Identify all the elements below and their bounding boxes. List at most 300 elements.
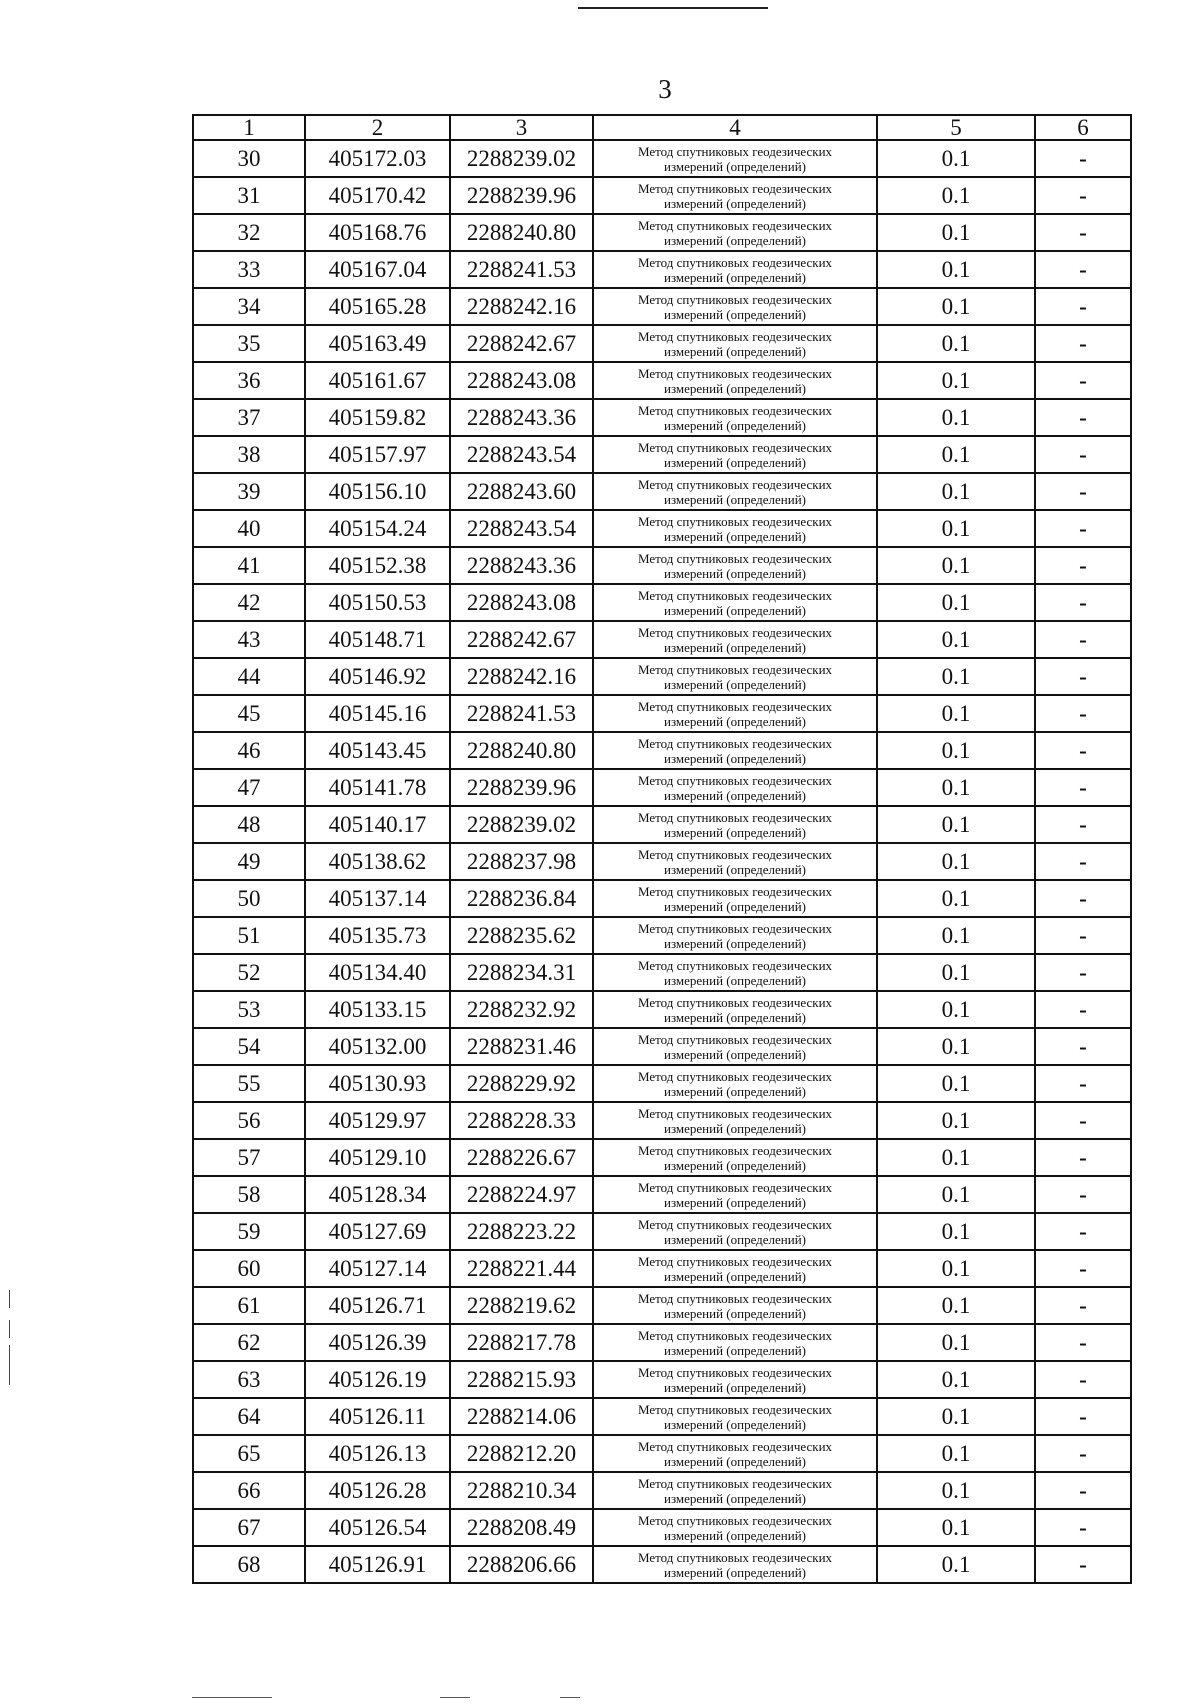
- method-line: Метод спутниковых геодезических: [637, 291, 833, 307]
- x-coordinate-cell: 405148.71: [305, 621, 450, 658]
- accuracy-cell: 0.1: [877, 177, 1035, 214]
- method-cell: [593, 399, 877, 436]
- point-number-cell: 47: [193, 769, 305, 806]
- method-line: Метод спутниковых геодезических: [637, 1068, 833, 1084]
- table-row: [193, 436, 1131, 473]
- point-number-cell: 60: [193, 1250, 305, 1287]
- note-cell: -: [1035, 325, 1131, 362]
- method-cell: [593, 584, 877, 621]
- y-coordinate-cell: 2288215.93: [450, 1361, 593, 1398]
- note-cell: -: [1035, 1028, 1131, 1065]
- y-coordinate-cell: 2288229.92: [450, 1065, 593, 1102]
- x-coordinate-cell: 405143.45: [305, 732, 450, 769]
- note-cell: -: [1035, 1435, 1131, 1472]
- method-line: измерений (определений): [663, 1342, 807, 1358]
- method-line: Метод спутниковых геодезических: [637, 1290, 833, 1306]
- method-line: измерений (определений): [663, 898, 807, 914]
- method-cell: [593, 214, 877, 251]
- method-line: Метод спутниковых геодезических: [637, 439, 833, 455]
- note-cell: -: [1035, 1398, 1131, 1435]
- column-header: 3: [450, 115, 593, 140]
- point-number-cell: 65: [193, 1435, 305, 1472]
- method-cell: [593, 510, 877, 547]
- y-coordinate-cell: 2288239.96: [450, 177, 593, 214]
- point-number-cell: 34: [193, 288, 305, 325]
- method-line: Метод спутниковых геодезических: [637, 513, 833, 529]
- point-number-cell: 42: [193, 584, 305, 621]
- point-number-cell: 39: [193, 473, 305, 510]
- x-coordinate-cell: 405161.67: [305, 362, 450, 399]
- y-coordinate-cell: 2288239.96: [450, 769, 593, 806]
- x-coordinate-cell: 405150.53: [305, 584, 450, 621]
- table-row: [193, 1102, 1131, 1139]
- method-line: Метод спутниковых геодезических: [637, 1401, 833, 1417]
- table-row: [193, 251, 1131, 288]
- x-coordinate-cell: 405129.10: [305, 1139, 450, 1176]
- method-line: измерений (определений): [663, 343, 807, 359]
- x-coordinate-cell: 405138.62: [305, 843, 450, 880]
- point-number-cell: 48: [193, 806, 305, 843]
- method-line: Метод спутниковых геодезических: [637, 1364, 833, 1380]
- y-coordinate-cell: 2288221.44: [450, 1250, 593, 1287]
- x-coordinate-cell: 405141.78: [305, 769, 450, 806]
- method-cell: [593, 251, 877, 288]
- table-row: [193, 1546, 1131, 1583]
- table-row: [193, 214, 1131, 251]
- table-row: [193, 1398, 1131, 1435]
- method-line: Метод спутниковых геодезических: [637, 254, 833, 270]
- point-number-cell: 46: [193, 732, 305, 769]
- accuracy-cell: 0.1: [877, 547, 1035, 584]
- x-coordinate-cell: 405156.10: [305, 473, 450, 510]
- note-cell: -: [1035, 547, 1131, 584]
- method-line: Метод спутниковых геодезических: [637, 883, 833, 899]
- note-cell: -: [1035, 1213, 1131, 1250]
- method-cell: [593, 288, 877, 325]
- table-row: [193, 177, 1131, 214]
- method-line: Метод спутниковых геодезических: [637, 661, 833, 677]
- table-row: [193, 917, 1131, 954]
- note-cell: -: [1035, 251, 1131, 288]
- method-cell: [593, 1472, 877, 1509]
- method-line: Метод спутниковых геодезических: [637, 217, 833, 233]
- table-row: [193, 1472, 1131, 1509]
- bottom-rule: [560, 1697, 580, 1698]
- accuracy-cell: 0.1: [877, 473, 1035, 510]
- point-number-cell: 43: [193, 621, 305, 658]
- x-coordinate-cell: 405165.28: [305, 288, 450, 325]
- method-cell: [593, 917, 877, 954]
- accuracy-cell: 0.1: [877, 880, 1035, 917]
- bottom-rule: [440, 1697, 470, 1698]
- point-number-cell: 57: [193, 1139, 305, 1176]
- method-line: измерений (определений): [663, 306, 807, 322]
- column-header: 5: [877, 115, 1035, 140]
- table-row: [193, 1250, 1131, 1287]
- accuracy-cell: 0.1: [877, 1028, 1035, 1065]
- coordinates-table: [192, 114, 1132, 1584]
- y-coordinate-cell: 2288242.67: [450, 325, 593, 362]
- method-line: измерений (определений): [663, 602, 807, 618]
- method-line: Метод спутниковых геодезических: [637, 1327, 833, 1343]
- accuracy-cell: 0.1: [877, 1324, 1035, 1361]
- x-coordinate-cell: 405159.82: [305, 399, 450, 436]
- y-coordinate-cell: 2288242.16: [450, 658, 593, 695]
- accuracy-cell: 0.1: [877, 658, 1035, 695]
- point-number-cell: 53: [193, 991, 305, 1028]
- note-cell: -: [1035, 1139, 1131, 1176]
- method-cell: [593, 806, 877, 843]
- method-line: измерений (определений): [663, 713, 807, 729]
- method-cell: [593, 1250, 877, 1287]
- x-coordinate-cell: 405126.71: [305, 1287, 450, 1324]
- y-coordinate-cell: 2288236.84: [450, 880, 593, 917]
- table-row: [193, 1139, 1131, 1176]
- y-coordinate-cell: 2288243.36: [450, 547, 593, 584]
- accuracy-cell: 0.1: [877, 695, 1035, 732]
- point-number-cell: 68: [193, 1546, 305, 1583]
- table-row: [193, 473, 1131, 510]
- method-line: измерений (определений): [663, 1194, 807, 1210]
- y-coordinate-cell: 2288219.62: [450, 1287, 593, 1324]
- method-line: измерений (определений): [663, 1157, 807, 1173]
- accuracy-cell: 0.1: [877, 1065, 1035, 1102]
- table-row: [193, 1176, 1131, 1213]
- note-cell: -: [1035, 991, 1131, 1028]
- accuracy-cell: 0.1: [877, 769, 1035, 806]
- method-cell: [593, 1398, 877, 1435]
- accuracy-cell: 0.1: [877, 917, 1035, 954]
- method-line: измерений (определений): [663, 158, 807, 174]
- method-line: Метод спутниковых геодезических: [637, 1216, 833, 1232]
- bottom-rule: [192, 1697, 272, 1698]
- point-number-cell: 40: [193, 510, 305, 547]
- method-line: Метод спутниковых геодезических: [637, 1438, 833, 1454]
- point-number-cell: 54: [193, 1028, 305, 1065]
- method-line: измерений (определений): [663, 1231, 807, 1247]
- method-line: измерений (определений): [663, 1083, 807, 1099]
- table-row: [193, 806, 1131, 843]
- x-coordinate-cell: 405129.97: [305, 1102, 450, 1139]
- column-header: 2: [305, 115, 450, 140]
- note-cell: -: [1035, 288, 1131, 325]
- method-line: измерений (определений): [663, 972, 807, 988]
- method-cell: [593, 1435, 877, 1472]
- table-row: [193, 991, 1131, 1028]
- method-line: измерений (определений): [663, 1453, 807, 1469]
- y-coordinate-cell: 2288237.98: [450, 843, 593, 880]
- x-coordinate-cell: 405126.19: [305, 1361, 450, 1398]
- method-line: измерений (определений): [663, 417, 807, 433]
- method-line: Метод спутниковых геодезических: [637, 1253, 833, 1269]
- margin-mark: [9, 1320, 10, 1338]
- point-number-cell: 44: [193, 658, 305, 695]
- method-cell: [593, 732, 877, 769]
- note-cell: -: [1035, 510, 1131, 547]
- accuracy-cell: 0.1: [877, 1176, 1035, 1213]
- note-cell: -: [1035, 1102, 1131, 1139]
- accuracy-cell: 0.1: [877, 325, 1035, 362]
- note-cell: -: [1035, 732, 1131, 769]
- method-line: Метод спутниковых геодезических: [637, 587, 833, 603]
- point-number-cell: 50: [193, 880, 305, 917]
- x-coordinate-cell: 405126.11: [305, 1398, 450, 1435]
- method-line: Метод спутниковых геодезических: [637, 624, 833, 640]
- method-line: измерений (определений): [663, 1009, 807, 1025]
- table-row: [193, 584, 1131, 621]
- accuracy-cell: 0.1: [877, 1250, 1035, 1287]
- y-coordinate-cell: 2288232.92: [450, 991, 593, 1028]
- point-number-cell: 64: [193, 1398, 305, 1435]
- note-cell: -: [1035, 880, 1131, 917]
- y-coordinate-cell: 2288242.16: [450, 288, 593, 325]
- y-coordinate-cell: 2288243.08: [450, 584, 593, 621]
- method-cell: [593, 843, 877, 880]
- method-line: измерений (определений): [663, 861, 807, 877]
- accuracy-cell: 0.1: [877, 732, 1035, 769]
- y-coordinate-cell: 2288240.80: [450, 732, 593, 769]
- table-row: [193, 510, 1131, 547]
- note-cell: -: [1035, 621, 1131, 658]
- method-line: измерений (определений): [663, 935, 807, 951]
- method-line: измерений (определений): [663, 1490, 807, 1506]
- method-cell: [593, 695, 877, 732]
- accuracy-cell: 0.1: [877, 843, 1035, 880]
- method-line: измерений (определений): [663, 1120, 807, 1136]
- accuracy-cell: 0.1: [877, 510, 1035, 547]
- accuracy-cell: 0.1: [877, 1509, 1035, 1546]
- method-line: измерений (определений): [663, 565, 807, 581]
- method-line: Метод спутниковых геодезических: [637, 402, 833, 418]
- method-line: Метод спутниковых геодезических: [637, 1512, 833, 1528]
- method-cell: [593, 140, 877, 177]
- margin-mark: [9, 1345, 10, 1385]
- note-cell: -: [1035, 1250, 1131, 1287]
- method-cell: [593, 991, 877, 1028]
- y-coordinate-cell: 2288243.60: [450, 473, 593, 510]
- column-header: 4: [593, 115, 877, 140]
- x-coordinate-cell: 405154.24: [305, 510, 450, 547]
- method-line: измерений (определений): [663, 750, 807, 766]
- x-coordinate-cell: 405152.38: [305, 547, 450, 584]
- x-coordinate-cell: 405126.39: [305, 1324, 450, 1361]
- method-line: Метод спутниковых геодезических: [637, 1179, 833, 1195]
- note-cell: -: [1035, 140, 1131, 177]
- point-number-cell: 37: [193, 399, 305, 436]
- method-cell: [593, 1324, 877, 1361]
- table-row: [193, 1065, 1131, 1102]
- method-line: измерений (определений): [663, 1564, 807, 1580]
- table-row: [193, 695, 1131, 732]
- note-cell: -: [1035, 584, 1131, 621]
- note-cell: -: [1035, 1324, 1131, 1361]
- x-coordinate-cell: 405132.00: [305, 1028, 450, 1065]
- y-coordinate-cell: 2288214.06: [450, 1398, 593, 1435]
- method-line: измерений (определений): [663, 1305, 807, 1321]
- x-coordinate-cell: 405146.92: [305, 658, 450, 695]
- point-number-cell: 30: [193, 140, 305, 177]
- table-row: [193, 621, 1131, 658]
- x-coordinate-cell: 405128.34: [305, 1176, 450, 1213]
- method-line: Метод спутниковых геодезических: [637, 920, 833, 936]
- x-coordinate-cell: 405145.16: [305, 695, 450, 732]
- method-cell: [593, 177, 877, 214]
- point-number-cell: 52: [193, 954, 305, 991]
- table-row: [193, 1028, 1131, 1065]
- accuracy-cell: 0.1: [877, 1139, 1035, 1176]
- accuracy-cell: 0.1: [877, 399, 1035, 436]
- x-coordinate-cell: 405157.97: [305, 436, 450, 473]
- method-cell: [593, 1546, 877, 1583]
- method-cell: [593, 880, 877, 917]
- table-row: [193, 1361, 1131, 1398]
- method-cell: [593, 436, 877, 473]
- accuracy-cell: 0.1: [877, 1102, 1035, 1139]
- accuracy-cell: 0.1: [877, 251, 1035, 288]
- point-number-cell: 61: [193, 1287, 305, 1324]
- point-number-cell: 31: [193, 177, 305, 214]
- y-coordinate-cell: 2288223.22: [450, 1213, 593, 1250]
- method-line: Метод спутниковых геодезических: [637, 180, 833, 196]
- method-line: Метод спутниковых геодезических: [637, 846, 833, 862]
- table-row: [193, 954, 1131, 991]
- table-row: [193, 732, 1131, 769]
- accuracy-cell: 0.1: [877, 1435, 1035, 1472]
- x-coordinate-cell: 405126.13: [305, 1435, 450, 1472]
- method-cell: [593, 769, 877, 806]
- y-coordinate-cell: 2288235.62: [450, 917, 593, 954]
- table-row: [193, 843, 1131, 880]
- x-coordinate-cell: 405133.15: [305, 991, 450, 1028]
- y-coordinate-cell: 2288212.20: [450, 1435, 593, 1472]
- method-line: измерений (определений): [663, 676, 807, 692]
- method-line: Метод спутниковых геодезических: [637, 1142, 833, 1158]
- note-cell: -: [1035, 1546, 1131, 1583]
- note-cell: -: [1035, 362, 1131, 399]
- note-cell: -: [1035, 843, 1131, 880]
- y-coordinate-cell: 2288243.36: [450, 399, 593, 436]
- x-coordinate-cell: 405126.28: [305, 1472, 450, 1509]
- y-coordinate-cell: 2288206.66: [450, 1546, 593, 1583]
- accuracy-cell: 0.1: [877, 1546, 1035, 1583]
- y-coordinate-cell: 2288239.02: [450, 806, 593, 843]
- note-cell: -: [1035, 1065, 1131, 1102]
- note-cell: -: [1035, 806, 1131, 843]
- method-cell: [593, 1509, 877, 1546]
- y-coordinate-cell: 2288243.54: [450, 510, 593, 547]
- note-cell: -: [1035, 214, 1131, 251]
- accuracy-cell: 0.1: [877, 288, 1035, 325]
- method-cell: [593, 1361, 877, 1398]
- note-cell: -: [1035, 917, 1131, 954]
- y-coordinate-cell: 2288217.78: [450, 1324, 593, 1361]
- point-number-cell: 51: [193, 917, 305, 954]
- method-line: Метод спутниковых геодезических: [637, 772, 833, 788]
- y-coordinate-cell: 2288228.33: [450, 1102, 593, 1139]
- x-coordinate-cell: 405167.04: [305, 251, 450, 288]
- table-body: [193, 140, 1131, 1583]
- method-line: Метод спутниковых геодезических: [637, 550, 833, 566]
- method-cell: [593, 325, 877, 362]
- note-cell: -: [1035, 1287, 1131, 1324]
- point-number-cell: 36: [193, 362, 305, 399]
- method-line: Метод спутниковых геодезических: [637, 698, 833, 714]
- method-cell: [593, 547, 877, 584]
- note-cell: -: [1035, 1361, 1131, 1398]
- method-cell: [593, 1139, 877, 1176]
- column-header: 1: [193, 115, 305, 140]
- accuracy-cell: 0.1: [877, 1287, 1035, 1324]
- x-coordinate-cell: 405172.03: [305, 140, 450, 177]
- table-row: [193, 1509, 1131, 1546]
- point-number-cell: 56: [193, 1102, 305, 1139]
- method-line: измерений (определений): [663, 528, 807, 544]
- method-line: измерений (определений): [663, 454, 807, 470]
- table-row: [193, 658, 1131, 695]
- method-line: Метод спутниковых геодезических: [637, 365, 833, 381]
- note-cell: -: [1035, 1509, 1131, 1546]
- y-coordinate-cell: 2288239.02: [450, 140, 593, 177]
- point-number-cell: 41: [193, 547, 305, 584]
- point-number-cell: 63: [193, 1361, 305, 1398]
- method-cell: [593, 621, 877, 658]
- accuracy-cell: 0.1: [877, 584, 1035, 621]
- accuracy-cell: 0.1: [877, 1398, 1035, 1435]
- accuracy-cell: 0.1: [877, 1213, 1035, 1250]
- y-coordinate-cell: 2288226.67: [450, 1139, 593, 1176]
- method-cell: [593, 954, 877, 991]
- point-number-cell: 62: [193, 1324, 305, 1361]
- x-coordinate-cell: 405126.54: [305, 1509, 450, 1546]
- x-coordinate-cell: 405163.49: [305, 325, 450, 362]
- y-coordinate-cell: 2288224.97: [450, 1176, 593, 1213]
- x-coordinate-cell: 405170.42: [305, 177, 450, 214]
- method-line: измерений (определений): [663, 195, 807, 211]
- accuracy-cell: 0.1: [877, 214, 1035, 251]
- y-coordinate-cell: 2288231.46: [450, 1028, 593, 1065]
- x-coordinate-cell: 405168.76: [305, 214, 450, 251]
- x-coordinate-cell: 405127.14: [305, 1250, 450, 1287]
- header-row: [193, 115, 1131, 140]
- accuracy-cell: 0.1: [877, 140, 1035, 177]
- point-number-cell: 38: [193, 436, 305, 473]
- method-line: измерений (определений): [663, 1268, 807, 1284]
- table-row: [193, 1287, 1131, 1324]
- note-cell: -: [1035, 658, 1131, 695]
- method-cell: [593, 473, 877, 510]
- point-number-cell: 35: [193, 325, 305, 362]
- page-number: 3: [658, 74, 672, 104]
- note-cell: -: [1035, 769, 1131, 806]
- top-rule: [578, 7, 768, 9]
- accuracy-cell: 0.1: [877, 991, 1035, 1028]
- table-row: [193, 399, 1131, 436]
- point-number-cell: 67: [193, 1509, 305, 1546]
- y-coordinate-cell: 2288208.49: [450, 1509, 593, 1546]
- table-row: [193, 547, 1131, 584]
- point-number-cell: 45: [193, 695, 305, 732]
- accuracy-cell: 0.1: [877, 1361, 1035, 1398]
- point-number-cell: 33: [193, 251, 305, 288]
- method-line: Метод спутниковых геодезических: [637, 994, 833, 1010]
- method-cell: [593, 362, 877, 399]
- table-row: [193, 1324, 1131, 1361]
- method-line: измерений (определений): [663, 1046, 807, 1062]
- method-line: Метод спутниковых геодезических: [637, 1031, 833, 1047]
- method-line: измерений (определений): [663, 1527, 807, 1543]
- x-coordinate-cell: 405135.73: [305, 917, 450, 954]
- point-number-cell: 58: [193, 1176, 305, 1213]
